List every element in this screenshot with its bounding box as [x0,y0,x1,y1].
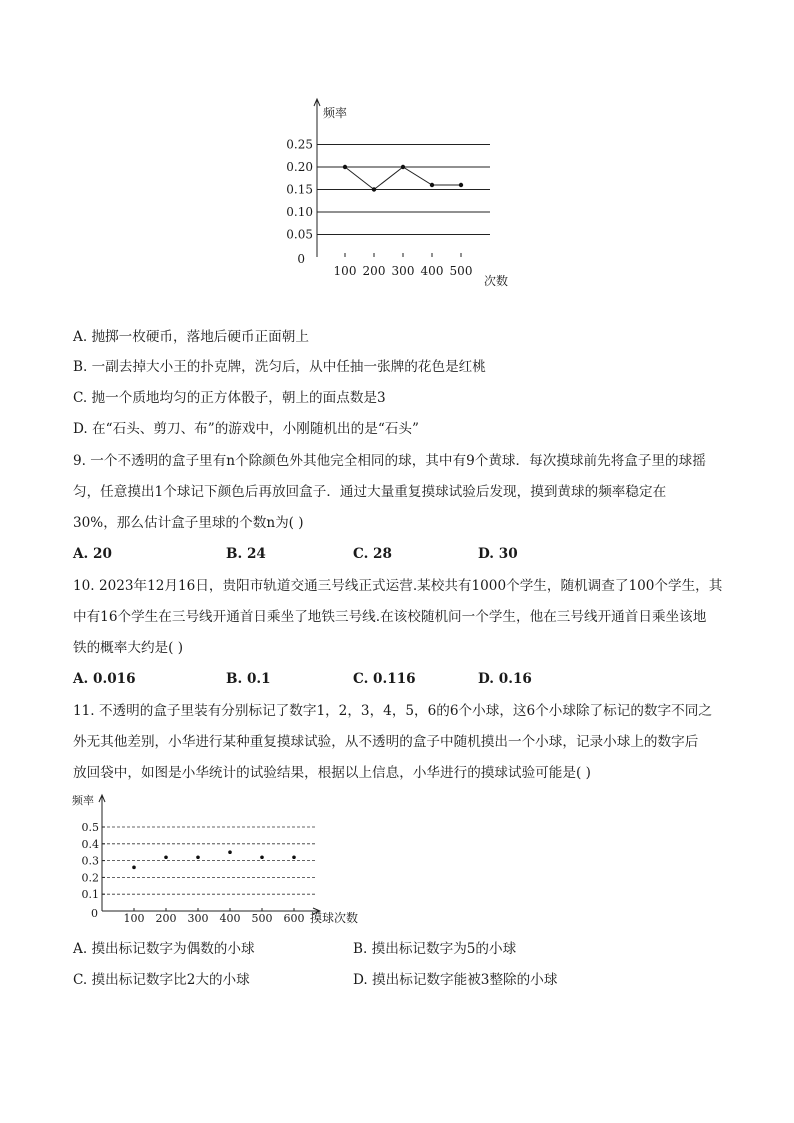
data-point [343,165,347,169]
x-tick-label: 500 [251,912,273,925]
origin-label: 0 [297,252,305,266]
y-tick-label: 0.25 [286,137,313,152]
q10-option-d: D. 0.16 [478,671,532,687]
q8-option-a: A. 抛掷一枚硬币，落地后硬币正面朝上 [73,329,309,345]
q11-stem-line3: 放回袋中，如图是小华统计的试验结果，根据以上信息，小华进行的摸球试验可能是( ) [73,765,591,781]
y-tick-label: 0.3 [81,854,99,868]
data-point [372,187,376,191]
q11-option-a: A. 摸出标记数字为偶数的小球 [73,941,255,957]
q9-option-c: C. 28 [353,546,392,562]
data-point [164,855,168,859]
y-tick-label: 0.05 [286,227,313,242]
q11-option-b: B. 摸出标记数字为5的小球 [353,941,517,957]
frequency-line-chart [270,95,530,295]
q8-option-d: D. 在“石头、剪刀、布”的游戏中，小刚随机出的是“石头” [73,421,419,437]
q11-option-d: D. 摸出标记数字能被3整除的小球 [353,972,558,988]
origin-label: 0 [91,907,98,920]
y-axis-label: 频率 [323,106,348,120]
data-point [459,183,463,187]
y-tick-label: 0.5 [81,821,99,834]
q9-option-d: D. 30 [478,546,518,562]
q10-option-c: C. 0.116 [353,671,416,687]
y-tick-label: 0.1 [81,888,99,902]
q9-stem-line2: 匀，任意摸出1个球记下颜色后再放回盒子．通过大量重复摸球试验后发现，摸到黄球的频率稳定在 [73,484,667,500]
q8-option-b: B. 一副去掉大小王的扑克牌，洗匀后，从中任抽一张牌的花色是红桃 [73,359,486,375]
q10-option-a: A. 0.016 [73,671,136,687]
q8-option-c: C. 抛一个质地均匀的正方体骰子，朝上的面点数是3 [73,390,386,406]
data-point [260,855,264,859]
data-point [196,855,200,859]
x-tick-label: 300 [391,264,415,278]
q9-stem-line3: 30%，那么估计盒子里球的个数n为( ) [73,515,304,531]
x-tick-label: 200 [362,264,386,278]
y-tick-label: 0.20 [286,160,313,174]
x-tick-label: 500 [449,264,473,278]
q10-stem-line1: 10. 2023年12月16日，贵阳市轨道交通三号线正式运营.某校共有1000个学生，随机调查了100个学生，其 [73,578,723,594]
q9-stem-line1: 9. 一个不透明的盒子里有n个除颜色外其他完全相同的球，其中有9个黄球．每次摸球前先将盒子里的球摇 [73,453,706,469]
y-tick-label: 0.10 [286,205,313,219]
x-tick-label: 400 [420,264,444,278]
q11-option-c: C. 摸出标记数字比2大的小球 [73,972,250,988]
q10-option-b: B. 0.1 [226,671,271,687]
q10-stem-line3: 铁的概率大约是( ) [73,640,184,656]
y-tick-label: 0.4 [81,837,99,851]
data-point [228,850,232,854]
y-tick-label: 0.2 [81,871,99,885]
data-point [132,866,136,870]
data-point [292,855,296,859]
data-point [430,183,434,187]
y-tick-label: 0.15 [286,182,313,197]
y-axis-label: 频率 [72,794,94,807]
q10-stem-line2: 中有16个学生在三号线开通首日乘坐了地铁三号线.在该校随机问一个学生，他在三号线开通首日乘坐该地 [73,609,707,625]
x-tick-label: 200 [155,912,177,925]
x-tick-label: 100 [123,912,145,925]
q11-stem-line1: 11. 不透明的盒子里装有分别标记了数字1，2，3，4，5，6的6个小球，这6个小球除了标记的数字不同之 [73,703,712,719]
q9-option-b: B. 24 [226,546,266,562]
x-axis-label: 摸球次数 [310,911,359,925]
data-point [401,165,405,169]
x-axis-label: 次数 [483,274,509,288]
x-tick-label: 100 [333,264,357,278]
q11-stem-line2: 外无其他差别，小华进行某种重复摸球试验，从不透明的盒子中随机摸出一个小球，记录小球上的数字后 [73,734,699,750]
q9-option-a: A. 20 [73,546,112,562]
series-line [345,167,461,190]
x-tick-label: 400 [219,912,241,925]
x-tick-label: 300 [187,912,209,925]
frequency-scatter-chart [72,790,382,930]
x-tick-label: 600 [283,912,305,925]
